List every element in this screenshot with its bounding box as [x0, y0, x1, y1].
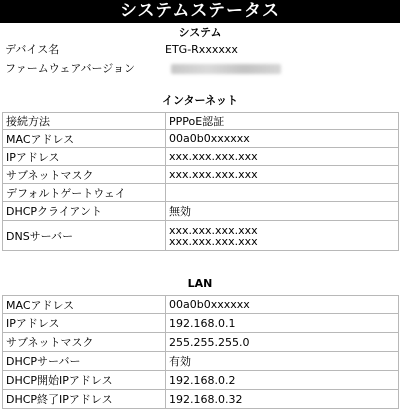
- table-row: [3, 130, 399, 148]
- wan-mac-label: MACアドレス: [3, 130, 166, 148]
- default-gateway-label: デフォルトゲートウェイ: [3, 184, 166, 202]
- dhcp-start-ip-label: DHCP開始IPアドレス: [3, 371, 166, 390]
- dhcp-client-label: DHCPクライアント: [3, 202, 166, 221]
- dhcp-server-label: DHCPサーバー: [3, 352, 166, 371]
- internet-table: [2, 112, 399, 251]
- table-row: [3, 371, 399, 390]
- dhcp-start-ip-value: 192.168.0.2: [166, 371, 399, 390]
- wan-mac-value: 00a0b0xxxxxx: [166, 130, 399, 148]
- lan-heading: LAN: [187, 277, 213, 290]
- system-heading: システム: [178, 26, 222, 39]
- firmware-version-value: [171, 62, 281, 78]
- default-gateway-value: [166, 184, 399, 202]
- dhcp-client-value: 無効: [166, 202, 399, 221]
- connection-method-value: PPPoE認証: [166, 113, 399, 130]
- table-row: [3, 314, 399, 333]
- lan-ip-label: IPアドレス: [3, 314, 166, 333]
- dns-server-secondary: xxx.xxx.xxx.xxx: [169, 234, 258, 248]
- wan-subnet-label: サブネットマスク: [3, 166, 166, 184]
- dns-server-primary: xxx.xxx.xxx.xxx: [169, 223, 258, 237]
- wan-ip-value: xxx.xxx.xxx.xxx: [166, 148, 399, 166]
- table-row: [3, 166, 399, 184]
- table-row: [3, 148, 399, 166]
- lan-mac-label: MACアドレス: [3, 296, 166, 314]
- table-row: [3, 390, 399, 409]
- lan-ip-value: 192.168.0.1: [166, 314, 399, 333]
- device-name-label: デバイス名: [5, 43, 60, 56]
- lan-subnet-label: サブネットマスク: [3, 333, 166, 352]
- table-row: [3, 113, 399, 130]
- lan-mac-value: 00a0b0xxxxxx: [166, 296, 399, 314]
- dhcp-server-value: 有効: [166, 352, 399, 371]
- table-row: [3, 184, 399, 202]
- table-row: [3, 221, 399, 251]
- table-row: [3, 296, 399, 314]
- dhcp-end-ip-label: DHCP終了IPアドレス: [3, 390, 166, 409]
- page-title: システムステータス: [0, 0, 400, 23]
- table-row: [3, 352, 399, 371]
- firmware-version-label: ファームウェアバージョン: [5, 62, 136, 75]
- lan-subnet-value: 255.255.255.0: [166, 333, 399, 352]
- connection-method-label: 接続方法: [3, 113, 166, 130]
- dhcp-end-ip-value: 192.168.0.32: [166, 390, 399, 409]
- redacted-value: [171, 64, 281, 74]
- table-row: [3, 202, 399, 221]
- wan-ip-label: IPアドレス: [3, 148, 166, 166]
- lan-table: [2, 295, 399, 409]
- dns-server-label: DNSサーバー: [3, 221, 166, 251]
- dns-server-value: [166, 221, 399, 251]
- device-name-value: ETG-Rxxxxxx: [165, 43, 238, 56]
- internet-heading: インターネット: [161, 94, 238, 107]
- table-row: [3, 333, 399, 352]
- wan-subnet-value: xxx.xxx.xxx.xxx: [166, 166, 399, 184]
